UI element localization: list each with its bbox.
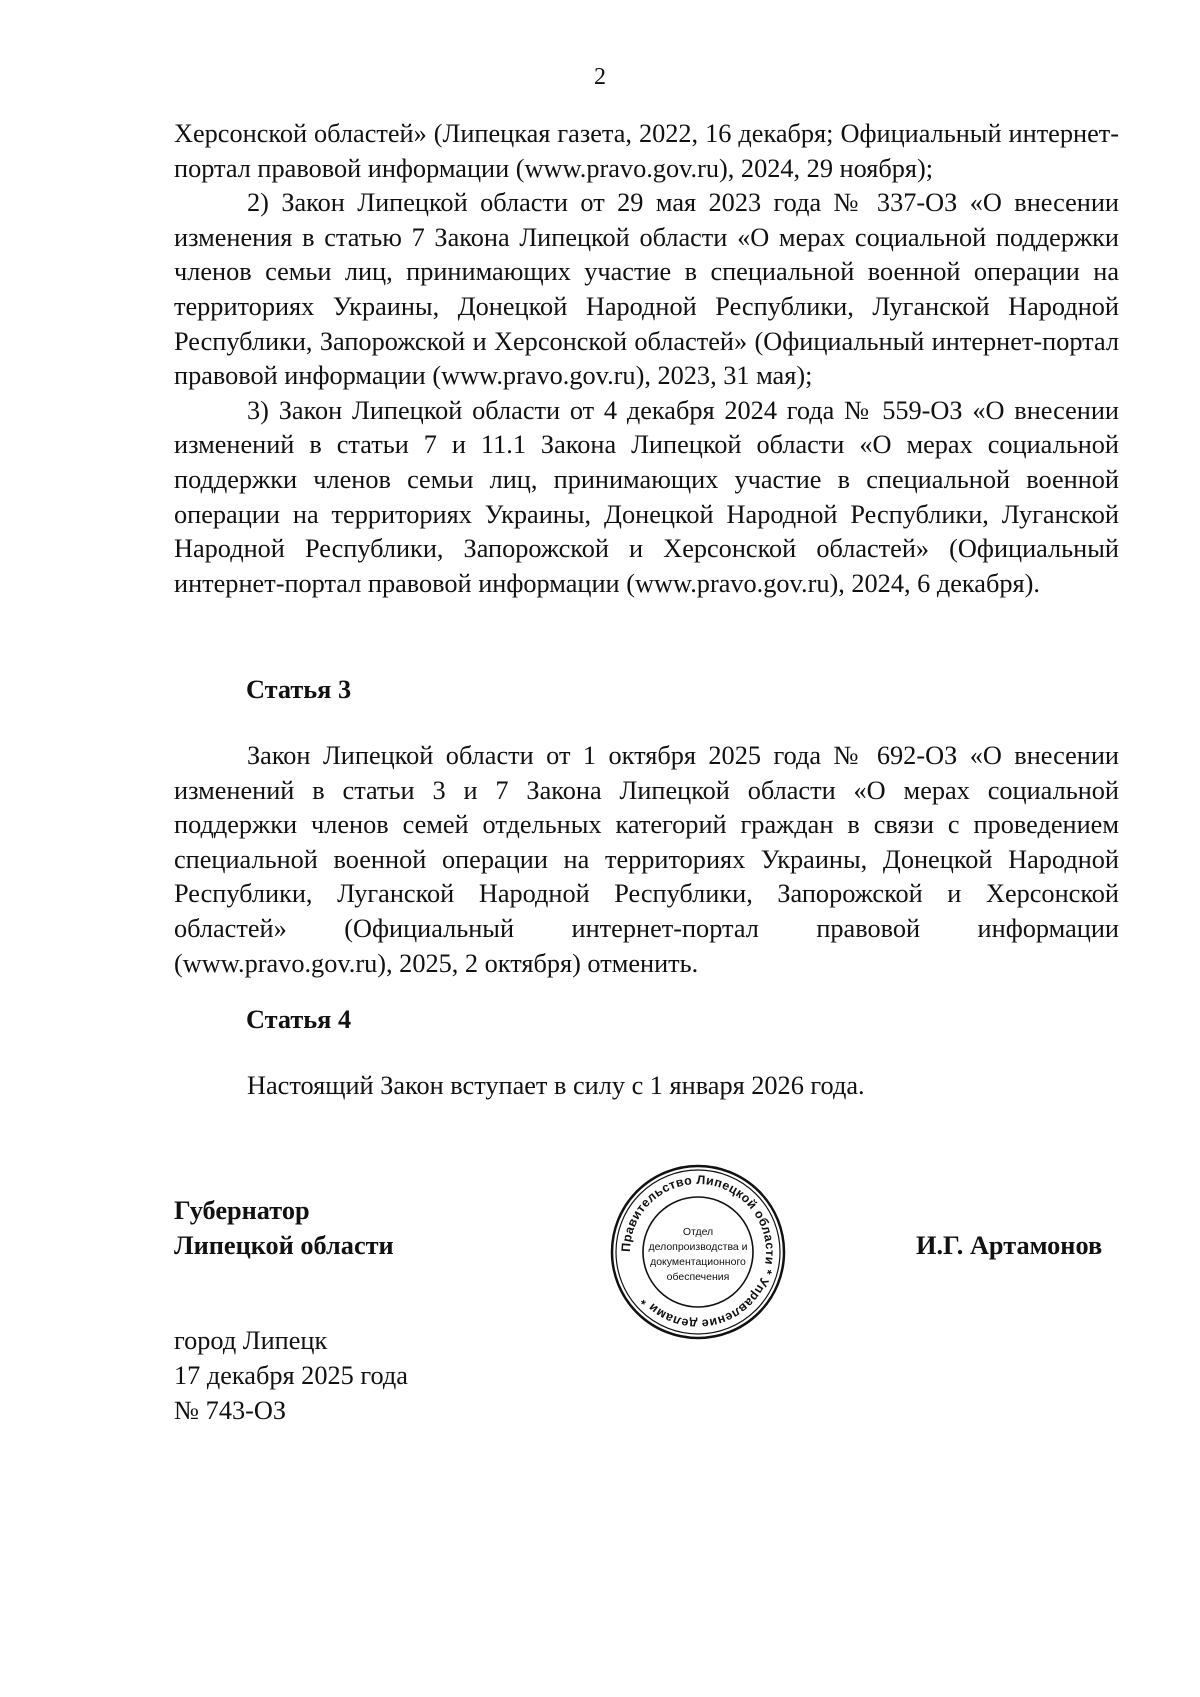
stamp-inner-line-1: Отдел xyxy=(682,1226,714,1238)
stamp-inner-line-3: документационного xyxy=(650,1256,746,1268)
article-4-heading: Статья 4 xyxy=(246,1005,352,1034)
signatory-title-line-2: Липецкой области xyxy=(174,1231,394,1260)
article-3-heading: Статья 3 xyxy=(246,675,352,704)
stamp-inner-line-2: делопроизводства и xyxy=(648,1241,748,1253)
article-3-text: Закон Липецкой области от 1 октября 2025 года № 692-ОЗ «О внесении изменений в статьи 3 и 7 Закона Липецкой области «О мерах социальной поддержки членов семей отдельных категорий граждан в связи с проведением специальной военной операции на территориях Украины, Донецкой Народной Республики, Луганской Народной Республики, Запорожской и Херсонской областей» (Официальный интернет-портал правовой информации (www.pravo.gov.ru), 2025, 2 октября) отменить. xyxy=(174,741,1119,978)
paragraph-item-2: 2) Закон Липецкой области от 29 мая 2023 года № 337-ОЗ «О внесении изменения в статью 7 Закона Липецкой области «О мерах социальной поддержки членов семьи лиц, принимающих участие в специальной военной операции на территориях Украины, Донецкой Народной Республики, Луганской Народной Республики, Запорожской и Херсонской областей» (Официальный интернет-портал правовой информации (www.pravo.gov.ru), 2023, 31 мая); xyxy=(174,188,1119,391)
place-date-block xyxy=(174,1323,408,1428)
article-4-text: Настоящий Закон вступает в силу с 1 января 2026 года. xyxy=(247,1071,865,1100)
signing-date: 17 декабря 2025 года xyxy=(174,1361,408,1390)
paragraph-continuation: Херсонской областей» (Липецкая газета, 2022, 16 декабря; Официальный интернет-портал правовой информации (www.pravo.gov.ru), 2024, 29 ноября); xyxy=(174,119,1119,183)
signatory-title xyxy=(174,1193,394,1263)
signatory-title-line-1: Губернатор xyxy=(174,1196,310,1225)
signatory-name: И.Г. Артамонов xyxy=(916,1231,1103,1260)
paragraph-item-3: 3) Закон Липецкой области от 4 декабря 2024 года № 559-ОЗ «О внесении изменений в статьи 7 и 11.1 Закона Липецкой области «О мерах социальной поддержки членов семьи лиц, принимающих участие в специальной военной операции на территориях Украины, Донецкой Народной Республики, Луганской Народной Республики, Запорожской и Херсонской областей» (Официальный интернет-портал правовой информации (www.pravo.gov.ru), 2024, 6 декабря). xyxy=(174,395,1119,598)
article-3-body xyxy=(174,739,1119,981)
stamp-outer-text: Правительство Липецкой области * Управление делами * xyxy=(618,1172,778,1332)
page-number: 2 xyxy=(594,64,606,90)
official-stamp xyxy=(608,1162,788,1342)
law-number: № 743-ОЗ xyxy=(174,1396,287,1425)
stamp-inner-line-4: обеспечения xyxy=(666,1271,730,1283)
amendments-list xyxy=(174,117,1119,601)
article-4-body xyxy=(174,1069,1119,1104)
city: город Липецк xyxy=(174,1326,328,1355)
